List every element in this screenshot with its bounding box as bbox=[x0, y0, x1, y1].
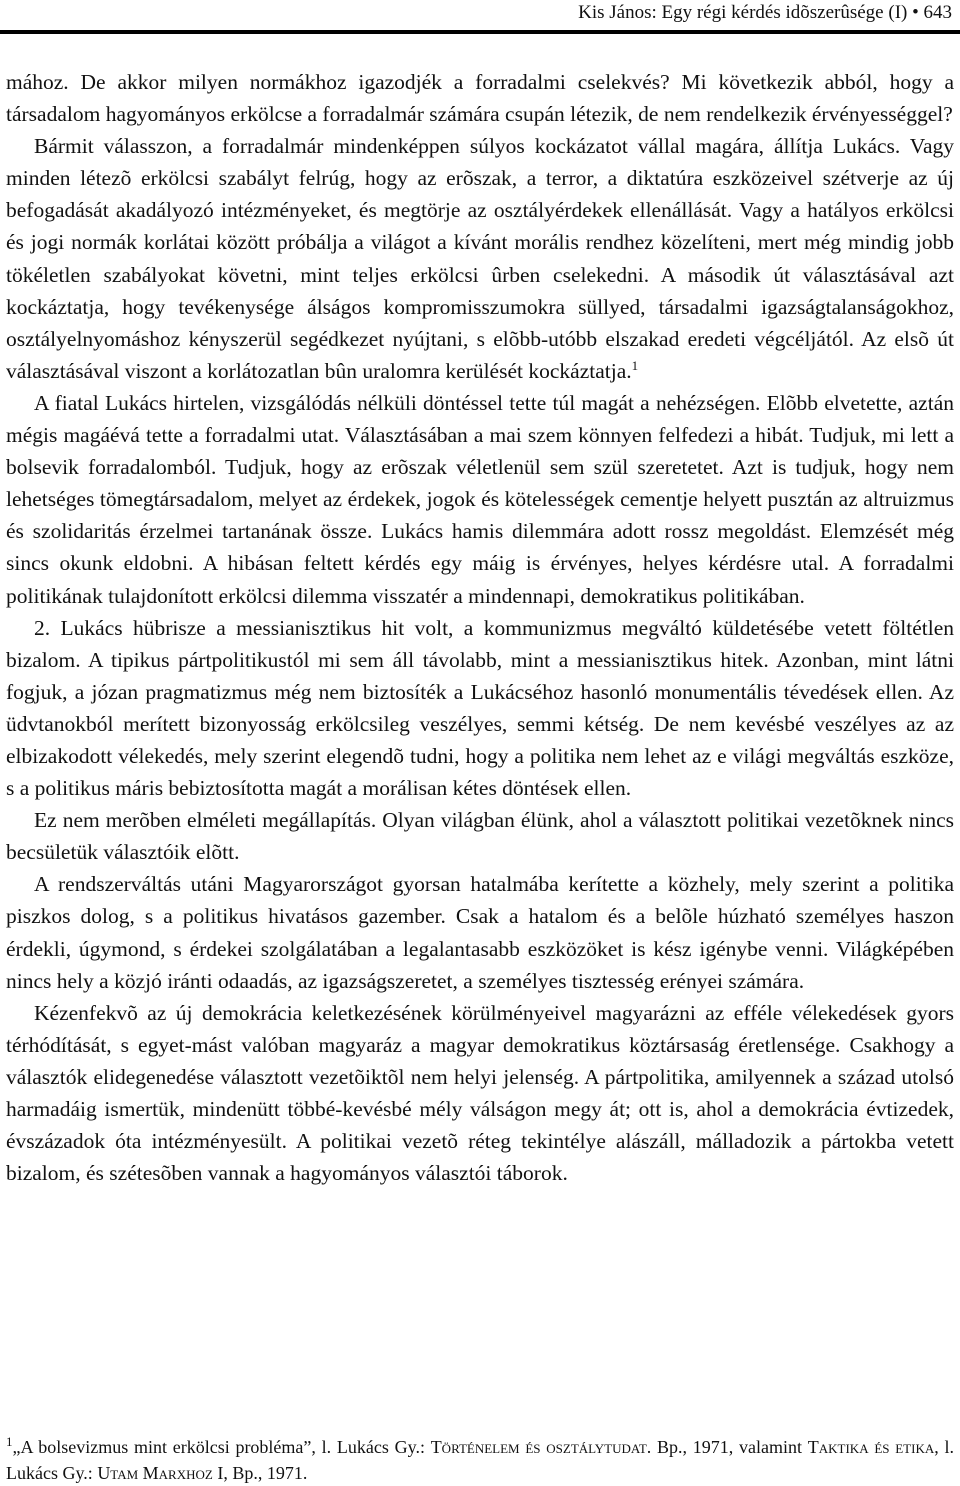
paragraph: 2. Lukács hübrisze a messianisztikus hit volt, a kommunizmus megváltó küldetésébe vetett föltétlen bizalom. A tipikus pártpolitikustól mi sem áll távolabb, mint a messianisztikus hitek. Azonban, mint látni fogjuk, a józan pragmatizmus még nem biztosíték a Lukácséhoz hasonló monumentális tévedések ellen. Az üdvtanokból merített bizonyosság erkölcsileg veszélyes, semmi kétség. De nem kevésbé veszélyes az az elbizakodott vélekedés, mely szerint elegendõ tudni, hogy a politika nem lehet az e világi megváltás eszköze, s a politikus máris bebiztosította magát a morálisan kétes döntések ellen. bbox=[6, 615, 954, 801]
page-header bbox=[0, 0, 960, 38]
book-title: Taktika és etika bbox=[807, 1437, 935, 1457]
footnote-text bbox=[6, 1434, 954, 1486]
footnote-marker: 1 bbox=[6, 1434, 13, 1449]
footnote-part: . Bp., 1971, valamint bbox=[646, 1437, 808, 1457]
paragraph: Ez nem merõben elméleti megállapítás. Olyan világban élünk, ahol a választott politikai vezetõknek nincs becsületük választóik elõtt. bbox=[6, 808, 954, 865]
footnote-part: , l. Lukács Gy.: bbox=[6, 1437, 954, 1483]
book-title: Történelem és osztálytudat bbox=[430, 1437, 647, 1457]
footnote-part: , Bp., 1971. bbox=[223, 1463, 308, 1483]
paragraph: A fiatal Lukács hirtelen, vizsgálódás nélküli döntéssel tette túl magát a nehézségen. Elõbb elvetette, aztán mégis magáévá tette a forradalmi utat. Választásában a mai szem könnyen felfedezi a hibát. Tudjuk, mi lett a bolsevik forradalomból. Tudjuk, hogy az erõszak véletlenül sem szül szeretetet. Azt is tudjuk, hogy nem lehetséges tömegtársadalom, melyet az érdekek, jogok és kötelességek cementje helyett pusztán az altruizmus és szolidaritás érzelmei tartanának össze. Lukács hamis dilemmára adott rossz megoldást. Elemzését még sincs okunk eldobni. A hibásan feltett kérdés egy máig is érvényes, helyes kérdésre utal. A forradalmi politikának tulajdonított erkölcsi dilemma visszatér a mindennapi, demokratikus politikában. bbox=[6, 390, 954, 608]
paragraph: A rendszerváltás utáni Magyarországot gyorsan hatalmába kerítette a közhely, mely szerint a politika piszkos dolog, s a politikus hivatásos gazember. Csak a hatalom és a belõle húzható személyes haszon érdekli, úgymond, s érdekei szolgálatában a legalantasabb eszközöket is kész igénybe venni. Világképében nincs hely a közjó iránti odaadás, az igazságszeretet, a személyes tisztesség erényei számára. bbox=[6, 872, 954, 993]
footnote bbox=[6, 1434, 954, 1486]
body-text bbox=[6, 66, 954, 1189]
paragraph: Kézenfekvõ az új demokrácia keletkezésének körülményeivel magyarázni az efféle vélekedések gyors térhódítását, s egyet-mást valóban magyaráz a magyar demokratikus köztársaság éretlensége. Csakhogy a választók elidegenedése választott vezetõiktõl nem helyi jelenség. A pártpolitika, amilyennek a század utolsó harmadáig ismertük, mindenütt többé-kevésbé mély válságon megy át; ott is, ahol a demokrácia évtizedek, évszázadok óta intézményesült. A politikai vezetõ réteg tekintélye alászáll, málladozik a pártokba vetett bizalom, és szétesõben vannak a hagyományos választói táborok. bbox=[6, 1000, 954, 1186]
header-rule bbox=[0, 30, 960, 34]
running-head: Kis János: Egy régi kérdés idõszerûsége (I) • 643 bbox=[578, 2, 952, 23]
paragraph bbox=[6, 130, 954, 387]
footnote-reference: 1 bbox=[631, 357, 639, 373]
book-title: Utam Marxhoz I bbox=[97, 1463, 224, 1483]
footnote-part: „A bolsevizmus mint erkölcsi probléma”, l. Lukács Gy.: bbox=[12, 1437, 431, 1457]
paragraph-text: Bármit válasszon, a forradalmár mindenképpen súlyos kockázatot vállal magára, állítja Lukács. Vagy minden létezõ erkölcsi szabályt felrúg, hogy az erõszak, a terror, a diktatúra eszközeivel szétverje az új befogadását akadályozó intézményeket, és megtörje az osztályérdekek ellenállását. Vagy a hatályos erkölcsi és jogi normák korlátai között próbálja a világot a kívánt morális rendhez közelíteni, mert még mindig jobb tökéletlen szabályokat követni, mint teljes erkölcsi ûrben cselekedni. A második út választásával azt kockáztatja, hogy tevékenysége álságos kompromisszumokra süllyed, társadalmi igazságtalanságokhoz, osztályelnyomáshoz kényszerül segédkezet nyújtani, s elõbb-utóbb elszakad eredeti végcéljától. Az elsõ út választásával viszont a korlátozatlan bûn uralomra kerülését kockáztatja. bbox=[6, 134, 954, 383]
paragraph: mához. De akkor milyen normákhoz igazodjék a forradalmi cselekvés? Mi következik abból, hogy a társadalom hagyományos erkölcse a forradalmár számára csupán létezik, de nem rendelkezik érvényességgel? bbox=[6, 70, 954, 127]
